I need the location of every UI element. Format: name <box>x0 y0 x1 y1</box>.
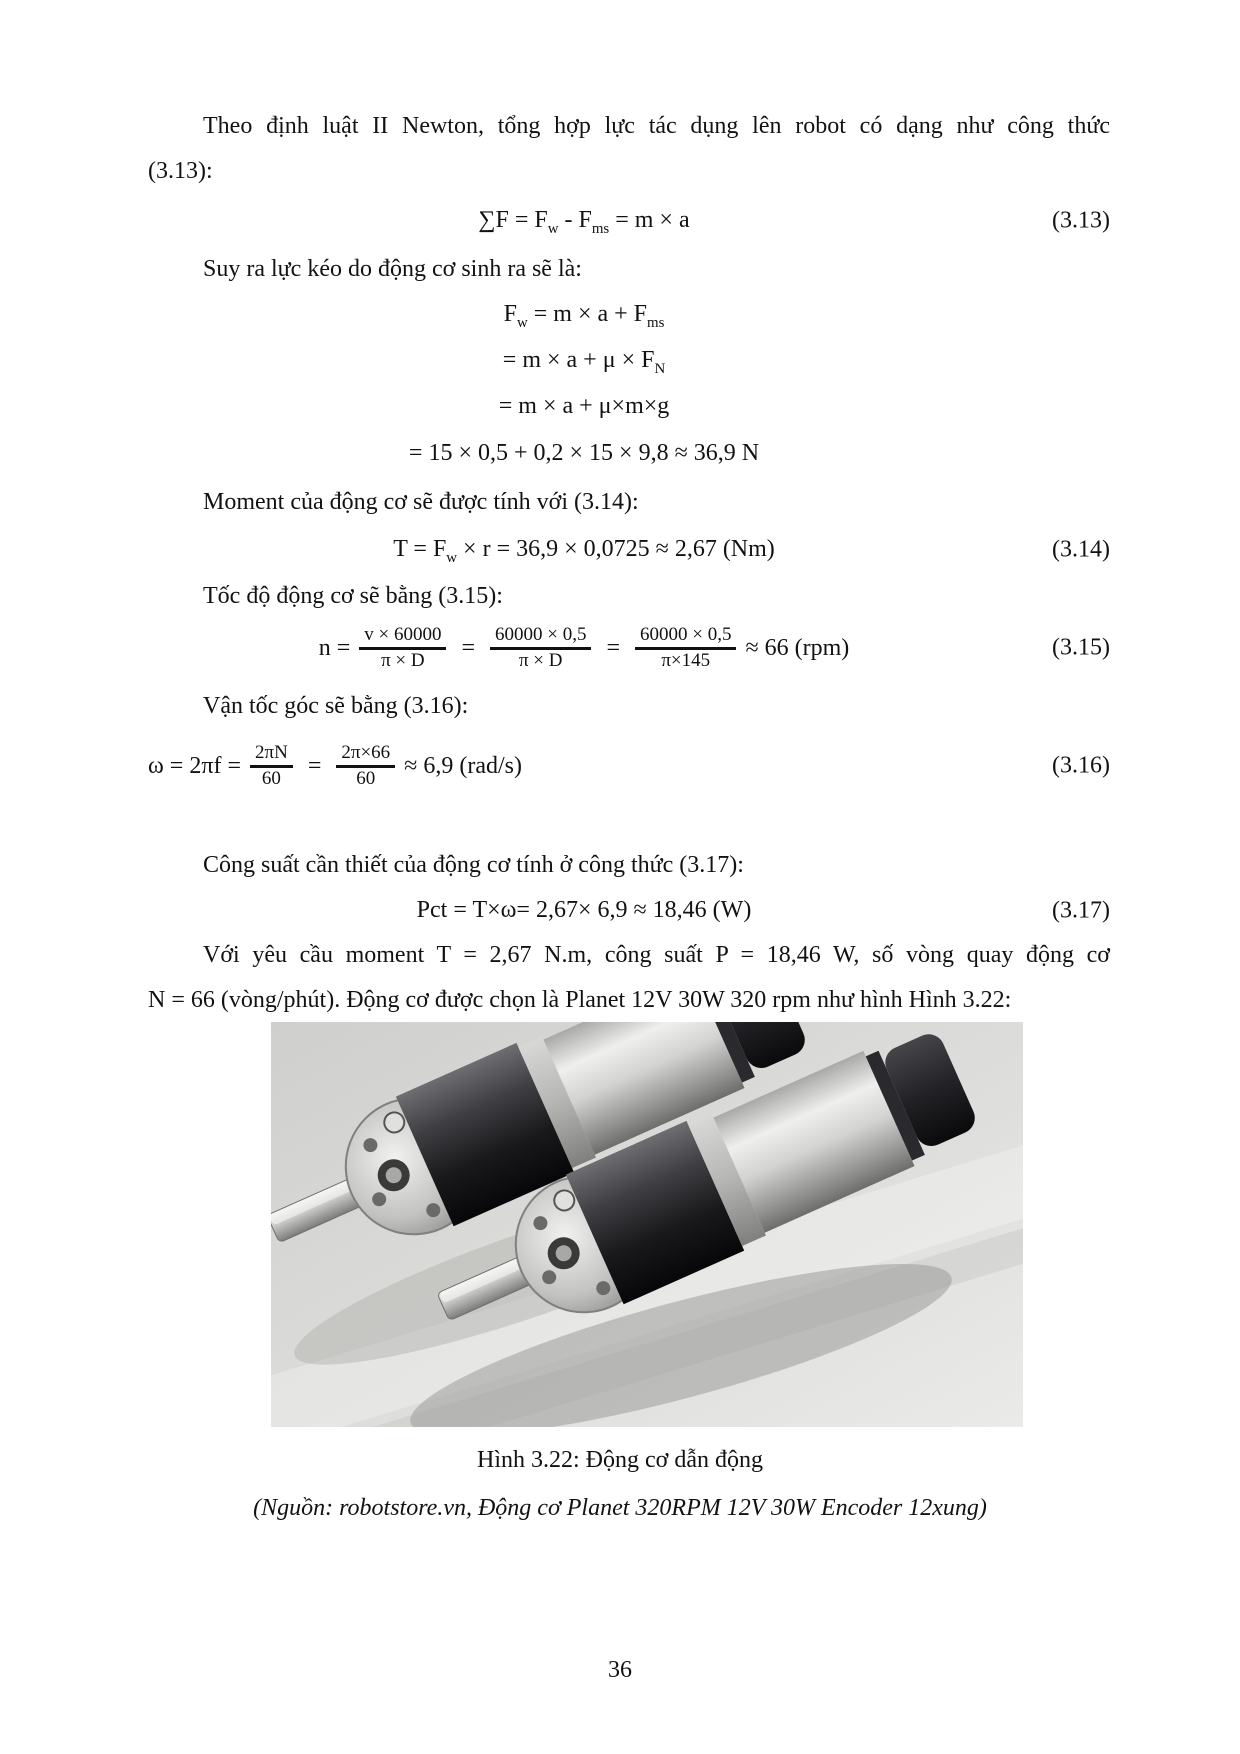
equation-3-13-number: (3.13) <box>1052 207 1110 233</box>
label-van-toc: Vận tốc góc sẽ bằng (3.16): <box>203 693 469 719</box>
equation-3-14-body: $T = F_w \times r = 36,9 \times 0,0725 \approx 2,67$ (Nm) <box>393 536 775 566</box>
fraction-2: $\frac{60000 \times 0,5}{\pi \times D}$ <box>490 624 591 673</box>
fraction-1: $\frac{v \times 60000}{\pi \times D}$ <box>359 624 446 673</box>
equation-3-17: Pct = T×ω= 2,67× 6,9 ≈ 18,46 (W) (3.17) <box>416 897 1110 923</box>
paragraph-1-line-1: Theo định luật II Newton, tổng hợp lực tác dụng lên robot có dạng như công thức <box>203 113 1110 139</box>
figure-source: (Nguồn: robotstore.vn, Động cơ Planet 320RPM 12V 30W Encoder 12xung) <box>253 1495 987 1521</box>
equation-3-16-body: ω = 2πf = $\frac{2\pi N}{60}$ = $\frac{2\pi\times 66}{60}$ ≈ 6,9 (rad/s) <box>148 741 522 789</box>
equation-3-14-number: (3.14) <box>1052 536 1110 562</box>
equation-3-16-number: (3.16) <box>1052 752 1110 779</box>
equation-3-17-number: (3.17) <box>1052 897 1110 923</box>
label-suy-ra: Suy ra lực kéo do động cơ sinh ra sẽ là: <box>203 256 582 282</box>
equation-fw-line-4: = 15 × 0,5 + 0,2 × 15 × 9,8 ≈ 36,9 N <box>408 440 760 466</box>
equation-3-16 <box>148 726 1110 806</box>
equation-3-15 <box>148 608 1110 688</box>
paragraph-2-line-1: Với yêu cầu moment T = 2,67 N.m, công suất P = 18,46 W, số vòng quay động cơ <box>203 942 1110 968</box>
equation-fw-line-3: = m × a + μ×m×g <box>498 393 670 419</box>
figure-caption: Hình 3.22: Động cơ dẫn động <box>477 1447 763 1473</box>
equation-fw-line-1: $F_w = m \times a + F_{ms}$ <box>503 301 665 331</box>
motor-photo <box>271 1022 1023 1427</box>
equation-3-13-body: $\sum F = F_w - F_{ms} = m \times a$ <box>478 207 690 237</box>
equation-3-14 <box>148 527 1110 572</box>
fraction-3: $\frac{60000 \times 0,5}{\pi\times 145}$ <box>635 624 736 673</box>
equation-3-15-number: (3.15) <box>1052 634 1110 661</box>
equation-3-13 <box>148 198 1110 243</box>
equation-fw-line-2: = $m \times a + \mu \times F_N$ <box>502 347 666 377</box>
label-moment: Moment của động cơ sẽ được tính với (3.14): <box>203 489 639 515</box>
fraction-1: $\frac{2\pi N}{60}$ <box>250 742 293 791</box>
paragraph-2-line-2: N = 66 (vòng/phút). Động cơ được chọn là Planet 12V 30W 320 rpm như hình Hình 3.22: <box>148 987 1012 1013</box>
label-toc-do: Tốc độ động cơ sẽ bằng (3.15): <box>203 583 503 609</box>
page-number: 36 <box>608 1657 632 1683</box>
motor-photo-illustration <box>271 1022 1023 1427</box>
label-cong-suat: Công suất cần thiết của động cơ tính ở công thức (3.17): <box>203 852 744 878</box>
paragraph-1-line-2: (3.13): <box>148 158 213 184</box>
equation-3-15-body: n = $\frac{v \times 60000}{\pi \times D}$ = $\frac{60000 \times 0,5}{\pi \times D}$ = $\frac{60000 \times 0,5}{\pi\times 145}$ ≈ 66 (rpm) <box>318 623 850 671</box>
fraction-2: $\frac{2\pi\times 66}{60}$ <box>336 742 395 791</box>
